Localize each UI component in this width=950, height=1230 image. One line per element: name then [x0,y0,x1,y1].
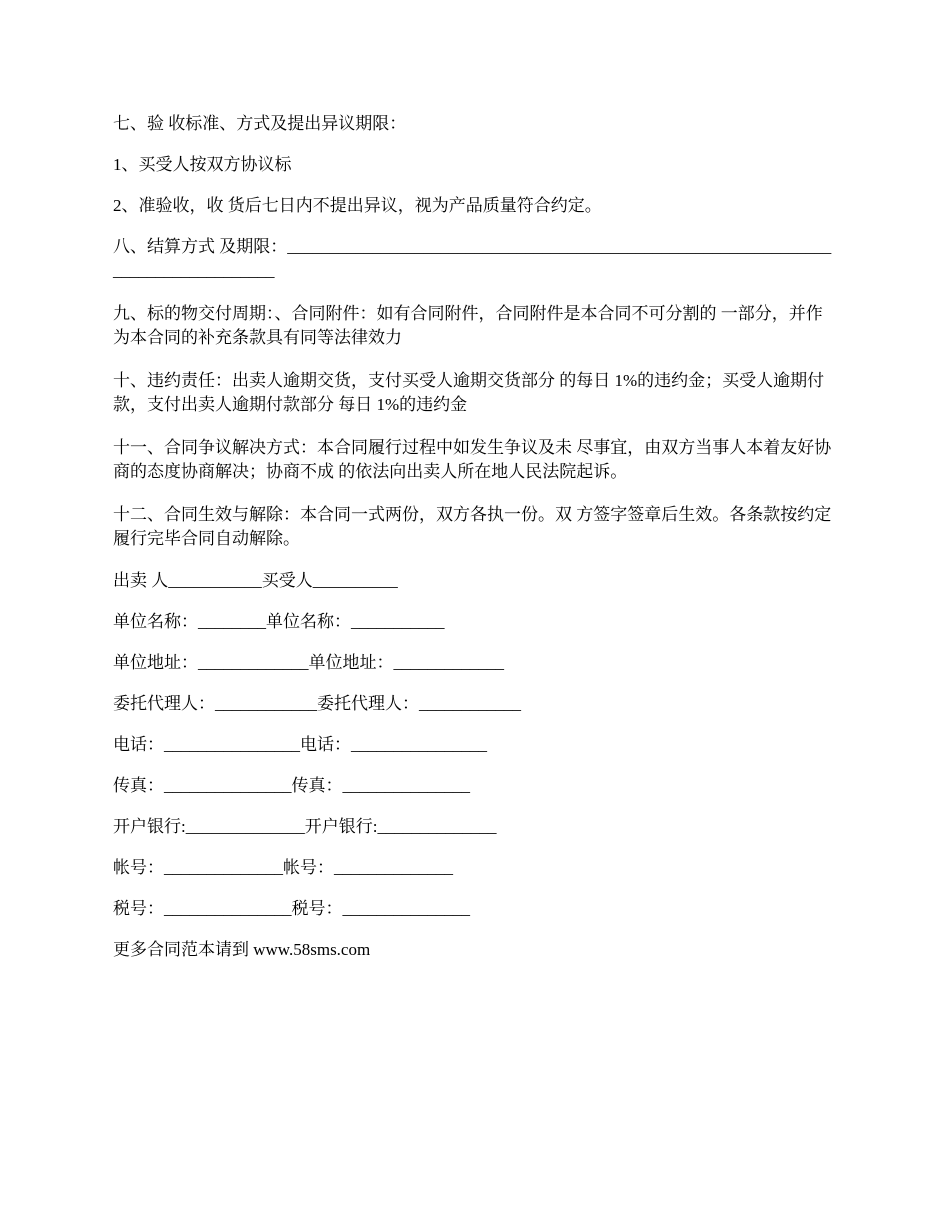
clause-11-dispute: 十一、合同争议解决方式：本合同履行过程中如发生争议及未 尽事宜，由双方当事人本着友好协商的态度协商解决；协商不成 的依法向出卖人所在地人民法院起诉。 [113,438,832,481]
clause-7-item-1: 1、买受人按双方协议标 [113,155,292,174]
clause-9-delivery: 九、标的物交付周期：、合同附件：如有合同附件，合同附件是本合同不可分割的 一部分，并作为本合同的补充条款具有同等法律效力 [113,304,823,347]
signature-account-line: 帐号：______________帐号：______________ [113,858,453,877]
signature-phone-line: 电话：________________电话：________________ [113,735,487,754]
signature-party-line: 出卖 人___________买受人__________ [113,571,398,590]
clause-7-item-2: 2、准验收，收 货后七日内不提出异议，视为产品质量符合约定。 [113,196,602,215]
clause-7-heading: 七、验 收标准、方式及提出异议期限： [113,114,407,133]
signature-unit-address-line: 单位地址：_____________单位地址：_____________ [113,653,504,672]
clause-8-settlement: 八、结算方式 及期限：___________________________________________________________________________________ [113,237,832,280]
footer-note: 更多合同范本请到 www.58sms.com [113,940,371,959]
clause-10-liability: 十、违约责任：出卖人逾期交货，支付买受人逾期交货部分 的每日 1%的违约金；买受人逾期付款，支付出卖人逾期付款部分 每日 1%的违约金 [113,371,825,414]
contract-page [113,112,839,962]
signature-unit-name-line: 单位名称：________单位名称：___________ [113,612,445,631]
signature-fax-line: 传真：_______________传真：_______________ [113,776,470,795]
clause-12-effect: 十二、合同生效与解除：本合同一式两份，双方各执一份。双 方签字签章后生效。各条款按约定履行完毕合同自动解除。 [113,505,832,548]
signature-bank-line: 开户银行:______________开户银行:______________ [113,817,497,836]
signature-tax-line: 税号：_______________税号：_______________ [113,899,470,918]
signature-agent-line: 委托代理人：____________委托代理人：____________ [113,694,521,713]
